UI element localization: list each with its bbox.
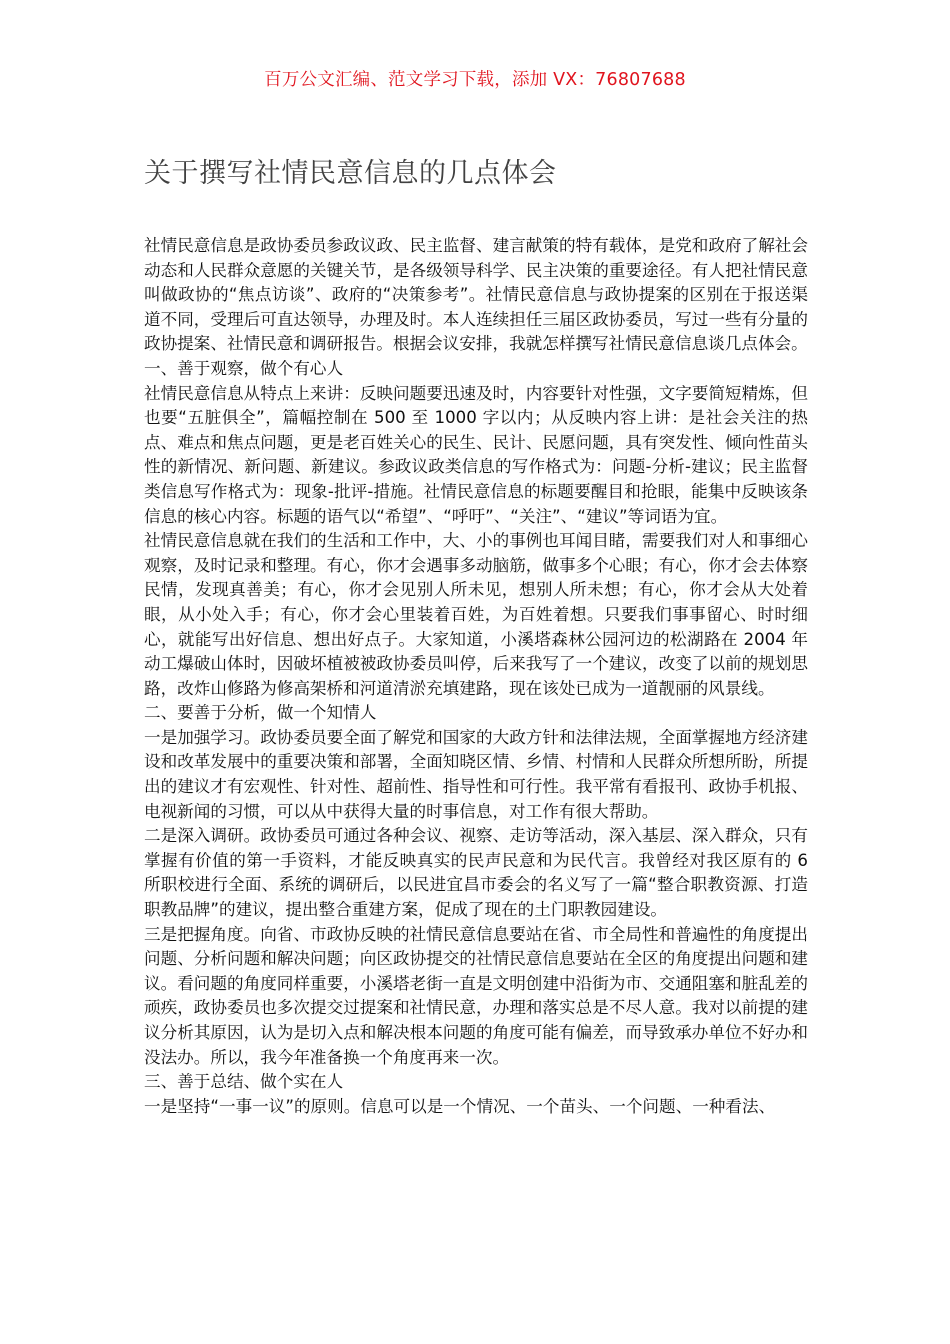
- watermark-banner: 百万公文汇编、范文学习下载，添加 VX：76807688: [264, 70, 686, 90]
- section-heading-3: 三、善于总结、做个实在人: [144, 1072, 344, 1092]
- body-paragraph: 一是加强学习。政协委员要全面了解党和国家的大政方针和法律法规，全面掌握地方经济建设和改革发展中的重要决策和部署，全面知晓区情、乡情、村情和人民群众所想所盼，所提出的建议才有宏观性、针对性、超前性、指导性和可行性。我平常有看报刊、政协手机报、电视新闻的习惯，可以从中获得大量的时事信息，对工作有很大帮助。: [144, 727, 808, 821]
- body-paragraph: 社情民意信息就在我们的生活和工作中，大、小的事例也耳闻目睹，需要我们对人和事细心观察，及时记录和整理。有心，你才会遇事多动脑筋，做事多个心眼；有心，你才会去体察民情，发现真善美；有心，你才会见别人所未见，想别人所未想；有心，你才会从大处着眼，从小处入手；有心，你才会心里装着百姓，为百姓着想。只要我们事事留心、时时细心，就能写出好信息、想出好点子。大家知道，小溪塔森林公园河边的松湖路在 2004 年动工爆破山体时，因破坏植被被政协委员叫停，后来我写了一个建议，改变了以前的规划思路，改炸山修路为修高架桥和河道清淤充填建路，现在该处已成为一道靓丽的风景线。: [144, 531, 808, 698]
- body-paragraph: 二是深入调研。政协委员可通过各种会议、视察、走访等活动，深入基层、深入群众，只有掌握有价值的第一手资料，才能反映真实的民声民意和为民代言。我曾经对我区原有的 6 所职校进行全面、系统的调研后，以民进宜昌市委会的名义写了一篇“整合职教资源、打造职教品牌”的建议，提出整合重建方案，促成了现在的土门职教园建设。: [144, 826, 808, 920]
- intro-paragraph: 社情民意信息是政协委员参政议政、民主监督、建言献策的特有载体，是党和政府了解社会动态和人民群众意愿的关键关节，是各级领导科学、民主决策的重要途径。有人把社情民意叫做政协的“焦点访谈”、政府的“决策参考”。社情民意信息与政协提案的区别在于报送渠道不同，受理后可直达领导，办理及时。本人连续担任三届区政协委员，写过一些有分量的政协提案、社情民意和调研报告。根据会议安排，我就怎样撰写社情民意信息谈几点体会。: [144, 236, 808, 354]
- section-heading-1: 一、善于观察，做个有心人: [144, 358, 344, 378]
- section-heading-2: 二、要善于分析，做一个知情人: [144, 703, 377, 723]
- document-title: 关于撰写社情民意信息的几点体会: [144, 158, 557, 189]
- body-paragraph: 一是坚持“一事一议”的原则。信息可以是一个情况、一个苗头、一个问题、一种看法、: [144, 1096, 776, 1116]
- document-body: [144, 234, 808, 1119]
- body-paragraph: 三是把握角度。向省、市政协反映的社情民意信息要站在省、市全局性和普遍性的角度提出问题、分析问题和解决问题；向区政协提交的社情民意信息要站在全区的角度提出问题和建议。看问题的角度同样重要，小溪塔老街一直是文明创建中沿街为市、交通阻塞和脏乱差的顽疾，政协委员也多次提交过提案和社情民意，办理和落实总是不尽人意。我对以前提的建议分析其原因，认为是切入点和解决根本问题的角度可能有偏差，而导致承办单位不好办和没法办。所以，我今年准备换一个角度再来一次。: [144, 924, 808, 1067]
- body-paragraph: 社情民意信息从特点上来讲：反映问题要迅速及时，内容要针对性强，文字要简短精炼，但也要“五脏俱全”，篇幅控制在 500 至 1000 字以内；从反映内容上讲：是社会关注的热点、难点和焦点问题，更是老百姓关心的民生、民计、民愿问题，具有突发性、倾向性苗头性的新情况、新问题、新建议。参政议政类信息的写作格式为：问题-分析-建议；民主监督类信息写作格式为：现象-批评-措施。社情民意信息的标题要醒目和抢眼，能集中反映该条信息的核心内容。标题的语气以“希望”、“呼吁”、“关注”、“建议”等词语为宜。: [144, 383, 808, 526]
